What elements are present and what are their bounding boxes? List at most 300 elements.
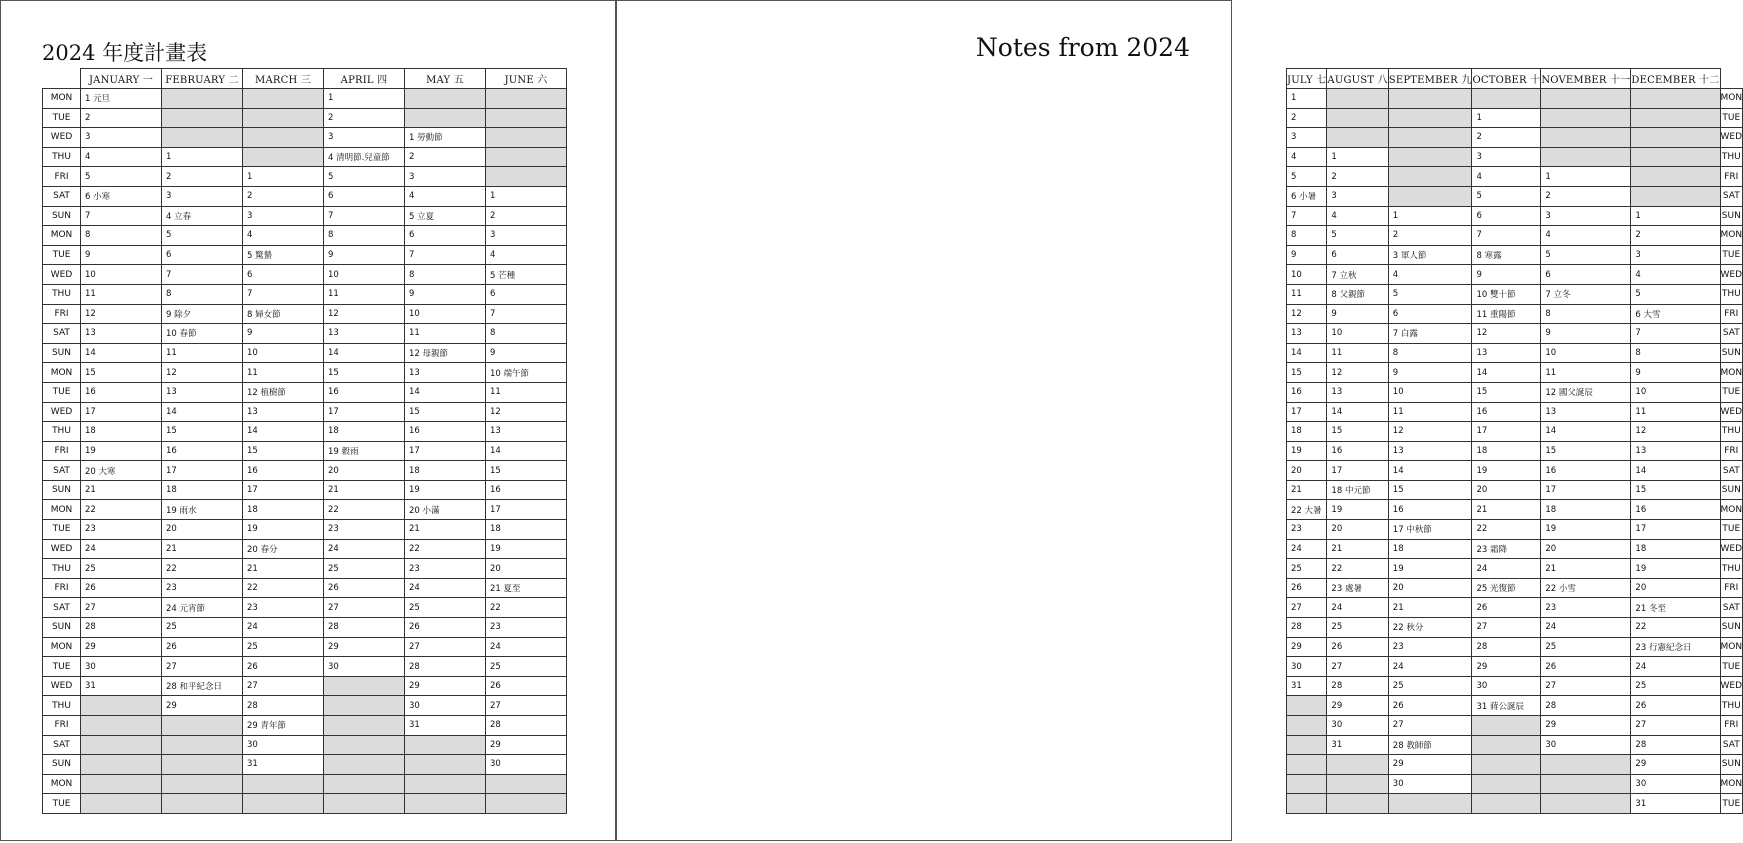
day-cell[interactable]: 19	[243, 520, 324, 540]
day-cell[interactable]: 31	[405, 716, 486, 736]
day-cell[interactable]: 3	[81, 128, 162, 148]
day-cell[interactable]: 28 和平紀念日	[162, 676, 243, 696]
day-cell[interactable]: 27	[243, 676, 324, 696]
day-cell[interactable]: 18	[1472, 441, 1541, 461]
day-cell[interactable]: 1 元旦	[81, 89, 162, 109]
day-cell[interactable]: 16	[1631, 500, 1720, 520]
day-cell[interactable]: 15	[243, 441, 324, 461]
day-cell[interactable]: 20	[1287, 461, 1327, 481]
day-cell[interactable]: 25	[243, 637, 324, 657]
day-cell[interactable]: 10	[243, 343, 324, 363]
day-cell[interactable]: 23	[81, 520, 162, 540]
day-cell[interactable]: 25	[405, 598, 486, 618]
day-cell[interactable]: 17	[324, 402, 405, 422]
day-cell[interactable]: 24	[1541, 618, 1631, 638]
day-cell[interactable]: 14	[1287, 343, 1327, 363]
day-cell[interactable]: 17 中秋節	[1388, 520, 1472, 540]
day-cell[interactable]: 3	[324, 128, 405, 148]
day-cell[interactable]: 17	[486, 500, 567, 520]
day-cell[interactable]: 11	[1388, 402, 1472, 422]
day-cell[interactable]: 26	[81, 578, 162, 598]
day-cell[interactable]: 15	[1287, 363, 1327, 383]
day-cell[interactable]: 28	[1541, 696, 1631, 716]
day-cell[interactable]: 14	[1327, 402, 1388, 422]
day-cell[interactable]: 23	[405, 559, 486, 579]
day-cell[interactable]: 2	[1472, 128, 1541, 148]
day-cell[interactable]: 12	[1327, 363, 1388, 383]
day-cell[interactable]: 7 白露	[1388, 324, 1472, 344]
day-cell[interactable]: 16	[162, 441, 243, 461]
day-cell[interactable]: 21	[405, 520, 486, 540]
day-cell[interactable]: 15	[162, 422, 243, 442]
day-cell[interactable]: 7	[405, 245, 486, 265]
day-cell[interactable]: 29	[486, 735, 567, 755]
day-cell[interactable]: 17	[1327, 461, 1388, 481]
day-cell[interactable]: 27	[486, 696, 567, 716]
day-cell[interactable]: 4	[1287, 147, 1327, 167]
day-cell[interactable]: 22 秋分	[1388, 618, 1472, 638]
day-cell[interactable]: 1	[1541, 167, 1631, 187]
day-cell[interactable]: 25	[1287, 559, 1327, 579]
day-cell[interactable]: 23 處暑	[1327, 578, 1388, 598]
day-cell[interactable]: 30	[1287, 657, 1327, 677]
day-cell[interactable]: 15	[81, 363, 162, 383]
day-cell[interactable]: 1	[1287, 89, 1327, 109]
day-cell[interactable]: 28	[405, 657, 486, 677]
day-cell[interactable]: 23	[1541, 598, 1631, 618]
day-cell[interactable]: 14	[405, 382, 486, 402]
day-cell[interactable]: 13	[81, 324, 162, 344]
day-cell[interactable]: 27	[81, 598, 162, 618]
day-cell[interactable]: 28	[486, 716, 567, 736]
day-cell[interactable]: 23 行憲紀念日	[1631, 637, 1720, 657]
day-cell[interactable]: 23	[1388, 637, 1472, 657]
day-cell[interactable]: 20	[1631, 578, 1720, 598]
day-cell[interactable]: 13	[1327, 382, 1388, 402]
day-cell[interactable]: 9	[81, 245, 162, 265]
day-cell[interactable]: 4	[1472, 167, 1541, 187]
day-cell[interactable]: 12 國父誕辰	[1541, 382, 1631, 402]
day-cell[interactable]: 29	[1541, 716, 1631, 736]
day-cell[interactable]: 7	[1472, 226, 1541, 246]
day-cell[interactable]: 8	[81, 226, 162, 246]
day-cell[interactable]: 14	[162, 402, 243, 422]
day-cell[interactable]: 20	[162, 520, 243, 540]
day-cell[interactable]: 28	[1631, 735, 1720, 755]
day-cell[interactable]: 28	[81, 618, 162, 638]
day-cell[interactable]: 27	[1388, 716, 1472, 736]
day-cell[interactable]: 19	[1327, 500, 1388, 520]
day-cell[interactable]: 21	[1287, 480, 1327, 500]
day-cell[interactable]: 23	[486, 618, 567, 638]
day-cell[interactable]: 17	[243, 480, 324, 500]
day-cell[interactable]: 16	[405, 422, 486, 442]
day-cell[interactable]: 29	[1287, 637, 1327, 657]
day-cell[interactable]: 28	[324, 618, 405, 638]
day-cell[interactable]: 10	[1287, 265, 1327, 285]
day-cell[interactable]: 20	[1388, 578, 1472, 598]
day-cell[interactable]: 6	[1541, 265, 1631, 285]
day-cell[interactable]: 18 中元節	[1327, 480, 1388, 500]
day-cell[interactable]: 12 母親節	[405, 343, 486, 363]
day-cell[interactable]: 20 小滿	[405, 500, 486, 520]
day-cell[interactable]: 9	[1327, 304, 1388, 324]
day-cell[interactable]: 25	[1327, 618, 1388, 638]
day-cell[interactable]: 21	[243, 559, 324, 579]
day-cell[interactable]: 3	[1327, 186, 1388, 206]
day-cell[interactable]: 24	[1327, 598, 1388, 618]
day-cell[interactable]: 27	[405, 637, 486, 657]
day-cell[interactable]: 19 穀雨	[324, 441, 405, 461]
day-cell[interactable]: 17	[1472, 422, 1541, 442]
day-cell[interactable]: 20	[324, 461, 405, 481]
day-cell[interactable]: 5	[1541, 245, 1631, 265]
day-cell[interactable]: 2	[162, 167, 243, 187]
day-cell[interactable]: 3	[1472, 147, 1541, 167]
day-cell[interactable]: 15	[1631, 480, 1720, 500]
day-cell[interactable]: 22	[486, 598, 567, 618]
day-cell[interactable]: 22	[405, 539, 486, 559]
day-cell[interactable]: 21	[1388, 598, 1472, 618]
day-cell[interactable]: 7	[486, 304, 567, 324]
day-cell[interactable]: 3	[486, 226, 567, 246]
day-cell[interactable]: 6 小暑	[1287, 186, 1327, 206]
day-cell[interactable]: 8	[162, 284, 243, 304]
day-cell[interactable]: 20	[486, 559, 567, 579]
day-cell[interactable]: 6	[1388, 304, 1472, 324]
day-cell[interactable]: 13	[1631, 441, 1720, 461]
day-cell[interactable]: 19 雨水	[162, 500, 243, 520]
day-cell[interactable]: 2	[1287, 108, 1327, 128]
day-cell[interactable]: 30	[1631, 774, 1720, 794]
day-cell[interactable]: 25 光復節	[1472, 578, 1541, 598]
day-cell[interactable]: 5	[324, 167, 405, 187]
day-cell[interactable]: 15	[1541, 441, 1631, 461]
day-cell[interactable]: 29	[405, 676, 486, 696]
day-cell[interactable]: 14	[243, 422, 324, 442]
day-cell[interactable]: 25	[1541, 637, 1631, 657]
day-cell[interactable]: 26	[162, 637, 243, 657]
day-cell[interactable]: 3	[1287, 128, 1327, 148]
day-cell[interactable]: 3	[243, 206, 324, 226]
day-cell[interactable]: 18	[405, 461, 486, 481]
day-cell[interactable]: 29	[1631, 755, 1720, 775]
day-cell[interactable]: 16	[1287, 382, 1327, 402]
day-cell[interactable]: 23	[324, 520, 405, 540]
day-cell[interactable]: 4	[81, 147, 162, 167]
day-cell[interactable]: 12	[1472, 324, 1541, 344]
day-cell[interactable]: 29	[162, 696, 243, 716]
day-cell[interactable]: 9	[1388, 363, 1472, 383]
day-cell[interactable]: 5	[81, 167, 162, 187]
day-cell[interactable]: 14	[486, 441, 567, 461]
day-cell[interactable]: 16	[324, 382, 405, 402]
day-cell[interactable]: 24	[1631, 657, 1720, 677]
day-cell[interactable]: 10 春節	[162, 324, 243, 344]
day-cell[interactable]: 13	[1541, 402, 1631, 422]
day-cell[interactable]: 2	[81, 108, 162, 128]
day-cell[interactable]: 30	[1541, 735, 1631, 755]
day-cell[interactable]: 30	[243, 735, 324, 755]
day-cell[interactable]: 31	[1631, 794, 1720, 814]
day-cell[interactable]: 4	[1631, 265, 1720, 285]
day-cell[interactable]: 5	[1388, 284, 1472, 304]
day-cell[interactable]: 8	[324, 226, 405, 246]
day-cell[interactable]: 14	[1631, 461, 1720, 481]
day-cell[interactable]: 13	[162, 382, 243, 402]
day-cell[interactable]: 4	[405, 186, 486, 206]
day-cell[interactable]: 15	[1327, 422, 1388, 442]
day-cell[interactable]: 22	[81, 500, 162, 520]
day-cell[interactable]: 11	[324, 284, 405, 304]
day-cell[interactable]: 10 端午節	[486, 363, 567, 383]
day-cell[interactable]: 4	[1388, 265, 1472, 285]
day-cell[interactable]: 25	[162, 618, 243, 638]
day-cell[interactable]: 31	[1287, 676, 1327, 696]
day-cell[interactable]: 25	[324, 559, 405, 579]
day-cell[interactable]: 11	[405, 324, 486, 344]
day-cell[interactable]: 16	[243, 461, 324, 481]
day-cell[interactable]: 23 霜降	[1472, 539, 1541, 559]
day-cell[interactable]: 26	[1327, 637, 1388, 657]
day-cell[interactable]: 6	[1327, 245, 1388, 265]
day-cell[interactable]: 12	[486, 402, 567, 422]
day-cell[interactable]: 5	[162, 226, 243, 246]
day-cell[interactable]: 25	[486, 657, 567, 677]
day-cell[interactable]: 8	[1631, 343, 1720, 363]
day-cell[interactable]: 2	[486, 206, 567, 226]
day-cell[interactable]: 5 立夏	[405, 206, 486, 226]
day-cell[interactable]: 1 勞動節	[405, 128, 486, 148]
day-cell[interactable]: 9	[1287, 245, 1327, 265]
day-cell[interactable]: 1	[1388, 206, 1472, 226]
day-cell[interactable]: 10 雙十節	[1472, 284, 1541, 304]
day-cell[interactable]: 17	[162, 461, 243, 481]
day-cell[interactable]: 24	[405, 578, 486, 598]
day-cell[interactable]: 28	[243, 696, 324, 716]
day-cell[interactable]: 18	[486, 520, 567, 540]
day-cell[interactable]: 27	[1631, 716, 1720, 736]
day-cell[interactable]: 31	[1327, 735, 1388, 755]
day-cell[interactable]: 12	[162, 363, 243, 383]
day-cell[interactable]: 13	[1287, 324, 1327, 344]
day-cell[interactable]: 15	[324, 363, 405, 383]
day-cell[interactable]: 1	[1327, 147, 1388, 167]
day-cell[interactable]: 20	[1327, 520, 1388, 540]
day-cell[interactable]: 24	[1472, 559, 1541, 579]
day-cell[interactable]: 7 立冬	[1541, 284, 1631, 304]
day-cell[interactable]: 16	[81, 382, 162, 402]
day-cell[interactable]: 26	[243, 657, 324, 677]
day-cell[interactable]: 5	[1287, 167, 1327, 187]
day-cell[interactable]: 16	[1472, 402, 1541, 422]
day-cell[interactable]: 6	[405, 226, 486, 246]
day-cell[interactable]: 19	[1388, 559, 1472, 579]
day-cell[interactable]: 1	[486, 186, 567, 206]
day-cell[interactable]: 24	[1287, 539, 1327, 559]
day-cell[interactable]: 19	[1287, 441, 1327, 461]
day-cell[interactable]: 9	[1631, 363, 1720, 383]
day-cell[interactable]: 30	[1472, 676, 1541, 696]
day-cell[interactable]: 7	[1287, 206, 1327, 226]
day-cell[interactable]: 10	[1541, 343, 1631, 363]
day-cell[interactable]: 11	[1541, 363, 1631, 383]
day-cell[interactable]: 26	[486, 676, 567, 696]
day-cell[interactable]: 2	[1541, 186, 1631, 206]
day-cell[interactable]: 7	[81, 206, 162, 226]
day-cell[interactable]: 29	[324, 637, 405, 657]
day-cell[interactable]: 10	[405, 304, 486, 324]
day-cell[interactable]: 3	[405, 167, 486, 187]
day-cell[interactable]: 10	[1327, 324, 1388, 344]
day-cell[interactable]: 7	[162, 265, 243, 285]
day-cell[interactable]: 22 大暑	[1287, 500, 1327, 520]
day-cell[interactable]: 9	[324, 245, 405, 265]
day-cell[interactable]: 23	[162, 578, 243, 598]
day-cell[interactable]: 26	[1631, 696, 1720, 716]
day-cell[interactable]: 21	[1541, 559, 1631, 579]
day-cell[interactable]: 31	[81, 676, 162, 696]
day-cell[interactable]: 12	[81, 304, 162, 324]
day-cell[interactable]: 24	[486, 637, 567, 657]
day-cell[interactable]: 8 寒露	[1472, 245, 1541, 265]
day-cell[interactable]: 9 除夕	[162, 304, 243, 324]
day-cell[interactable]: 9	[405, 284, 486, 304]
day-cell[interactable]: 30	[486, 755, 567, 775]
day-cell[interactable]: 4 清明節.兒童節	[324, 147, 405, 167]
day-cell[interactable]: 30	[81, 657, 162, 677]
day-cell[interactable]: 13	[405, 363, 486, 383]
day-cell[interactable]: 16	[1327, 441, 1388, 461]
day-cell[interactable]: 19	[405, 480, 486, 500]
day-cell[interactable]: 17	[1541, 480, 1631, 500]
day-cell[interactable]: 26	[1287, 578, 1327, 598]
day-cell[interactable]: 31 蔣公誕辰	[1472, 696, 1541, 716]
day-cell[interactable]: 10	[1388, 382, 1472, 402]
day-cell[interactable]: 4	[1541, 226, 1631, 246]
day-cell[interactable]: 22	[1472, 520, 1541, 540]
day-cell[interactable]: 8	[1287, 226, 1327, 246]
day-cell[interactable]: 4 立春	[162, 206, 243, 226]
day-cell[interactable]: 17	[405, 441, 486, 461]
day-cell[interactable]: 15	[486, 461, 567, 481]
day-cell[interactable]: 12	[1287, 304, 1327, 324]
day-cell[interactable]: 6	[1472, 206, 1541, 226]
day-cell[interactable]: 7 立秋	[1327, 265, 1388, 285]
day-cell[interactable]: 2	[1631, 226, 1720, 246]
day-cell[interactable]: 30	[324, 657, 405, 677]
day-cell[interactable]: 16	[1388, 500, 1472, 520]
day-cell[interactable]: 14	[1388, 461, 1472, 481]
day-cell[interactable]: 6	[324, 186, 405, 206]
day-cell[interactable]: 8	[1541, 304, 1631, 324]
day-cell[interactable]: 31	[243, 755, 324, 775]
day-cell[interactable]: 10	[81, 265, 162, 285]
day-cell[interactable]: 7	[1631, 324, 1720, 344]
day-cell[interactable]: 27	[162, 657, 243, 677]
day-cell[interactable]: 3	[1541, 206, 1631, 226]
day-cell[interactable]: 21	[1472, 500, 1541, 520]
day-cell[interactable]: 29	[1388, 755, 1472, 775]
day-cell[interactable]: 8	[486, 324, 567, 344]
day-cell[interactable]: 11	[486, 382, 567, 402]
day-cell[interactable]: 18	[1287, 422, 1327, 442]
day-cell[interactable]: 29	[81, 637, 162, 657]
day-cell[interactable]: 18	[243, 500, 324, 520]
day-cell[interactable]: 8 父親節	[1327, 284, 1388, 304]
day-cell[interactable]: 7	[243, 284, 324, 304]
day-cell[interactable]: 2	[1388, 226, 1472, 246]
day-cell[interactable]: 26	[1388, 696, 1472, 716]
day-cell[interactable]: 23	[243, 598, 324, 618]
day-cell[interactable]: 5	[1631, 284, 1720, 304]
day-cell[interactable]: 8 婦女節	[243, 304, 324, 324]
day-cell[interactable]: 21	[324, 480, 405, 500]
day-cell[interactable]: 26	[1541, 657, 1631, 677]
day-cell[interactable]: 17	[1287, 402, 1327, 422]
day-cell[interactable]: 26	[405, 618, 486, 638]
day-cell[interactable]: 13	[486, 422, 567, 442]
day-cell[interactable]: 14	[81, 343, 162, 363]
day-cell[interactable]: 5 驚蟄	[243, 245, 324, 265]
day-cell[interactable]: 2	[243, 186, 324, 206]
day-cell[interactable]: 4	[1327, 206, 1388, 226]
day-cell[interactable]: 3	[1631, 245, 1720, 265]
day-cell[interactable]: 22 小雪	[1541, 578, 1631, 598]
day-cell[interactable]: 18	[81, 422, 162, 442]
day-cell[interactable]: 4	[243, 226, 324, 246]
day-cell[interactable]: 13	[243, 402, 324, 422]
day-cell[interactable]: 17	[1631, 520, 1720, 540]
day-cell[interactable]: 18	[324, 422, 405, 442]
day-cell[interactable]: 28 教師節	[1388, 735, 1472, 755]
day-cell[interactable]: 15	[1388, 480, 1472, 500]
day-cell[interactable]: 2	[324, 108, 405, 128]
day-cell[interactable]: 11	[1631, 402, 1720, 422]
day-cell[interactable]: 5	[1472, 186, 1541, 206]
day-cell[interactable]: 19	[1472, 461, 1541, 481]
day-cell[interactable]: 23	[1287, 520, 1327, 540]
day-cell[interactable]: 22	[162, 559, 243, 579]
day-cell[interactable]: 30	[405, 696, 486, 716]
day-cell[interactable]: 4	[486, 245, 567, 265]
day-cell[interactable]: 2	[1327, 167, 1388, 187]
day-cell[interactable]: 19	[1541, 520, 1631, 540]
day-cell[interactable]: 11	[1327, 343, 1388, 363]
day-cell[interactable]: 5 芒種	[486, 265, 567, 285]
day-cell[interactable]: 28	[1287, 618, 1327, 638]
day-cell[interactable]: 18	[1631, 539, 1720, 559]
day-cell[interactable]: 6	[486, 284, 567, 304]
day-cell[interactable]: 20	[1541, 539, 1631, 559]
day-cell[interactable]: 12	[324, 304, 405, 324]
day-cell[interactable]: 12	[1388, 422, 1472, 442]
day-cell[interactable]: 19	[81, 441, 162, 461]
day-cell[interactable]: 29	[1327, 696, 1388, 716]
day-cell[interactable]: 1	[1631, 206, 1720, 226]
day-cell[interactable]: 19	[486, 539, 567, 559]
day-cell[interactable]: 24	[81, 539, 162, 559]
day-cell[interactable]: 18	[1388, 539, 1472, 559]
day-cell[interactable]: 20	[1472, 480, 1541, 500]
day-cell[interactable]: 6	[162, 245, 243, 265]
day-cell[interactable]: 21 冬至	[1631, 598, 1720, 618]
day-cell[interactable]: 29 青年節	[243, 716, 324, 736]
day-cell[interactable]: 27	[1327, 657, 1388, 677]
day-cell[interactable]: 7	[324, 206, 405, 226]
day-cell[interactable]: 9	[486, 343, 567, 363]
day-cell[interactable]: 22	[1631, 618, 1720, 638]
